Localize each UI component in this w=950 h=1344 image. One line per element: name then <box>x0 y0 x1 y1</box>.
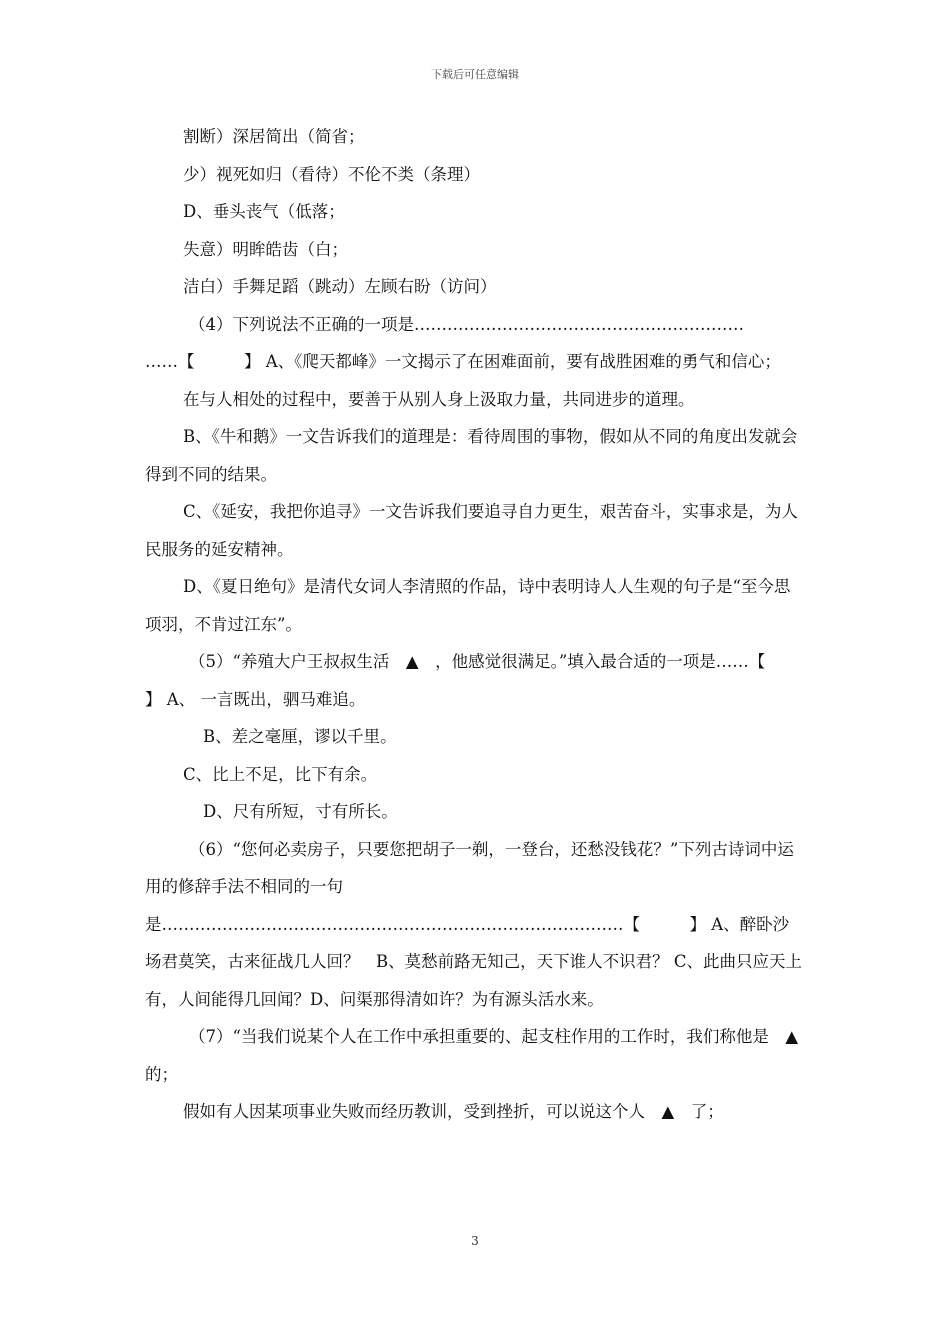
question-6-stem: （6）“您何必卖房子，只要您把胡子一剃，一登台，还愁没钱花？”下列古诗词中运用的修辞手法不相同的一句是…………………………………………………………………………【 】 A、醉卧沙场君莫笑，古来征战几人回？ B、莫愁前路无知己，天下谁人不识君？ C、此曲只应天上有，人间能得几回闻？D、问渠那得清如许？为有源头活水来。 <box>145 839 802 1009</box>
document-body <box>145 118 815 1131</box>
text-line: 少）视死如归（看待）不伦不类（条理） <box>183 164 480 184</box>
question-4-option-c: C、《延安，我把你追寻》一文告诉我们要追寻自力更生，艰苦奋斗，实事求是，为人民服务的延安精神。 <box>145 502 798 559</box>
text-line: 失意）明眸皓齿（白； <box>183 239 348 259</box>
text-line: 在与人相处的过程中，要善于从别人身上汲取力量，共同进步的道理。 <box>183 389 695 409</box>
page-number: 3 <box>471 1234 479 1248</box>
question-4-option-d: D、《夏日绝句》是清代女词人李清照的作品，诗中表明诗人人生观的句子是“至今思项羽，不肯过江东”。 <box>145 577 791 634</box>
text-line: D、垂头丧气（低落； <box>183 202 345 221</box>
question-5-stem: （5）“养殖大户王叔叔生活 ▲ ，他感觉很满足。”填入最合适的一项是……【 】 A、 一言既出，驷马难追。 <box>145 652 815 709</box>
page-header: 下载后可任意编辑 <box>431 68 519 81</box>
question-5-option-d: D、尺有所短，寸有所长。 <box>203 802 398 821</box>
text-line: 割断）深居简出（简省； <box>183 127 365 146</box>
question-4-option-a: ……【 】 A、《爬天都峰》一文揭示了在困难面前，要有战胜困难的勇气和信心； <box>145 352 781 371</box>
question-4-stem: （4）下列说法不正确的一项是…………………………………………………… <box>189 314 744 334</box>
question-7-stem: （7）“当我们说某个人在工作中承担重要的、起支柱作用的工作时，我们称他是 ▲ 的； <box>145 1027 815 1084</box>
question-7-continued: 假如有人因某项事业失败而经历教训，受到挫折，可以说这个人 ▲ 了； <box>183 1102 724 1121</box>
question-5-option-c: C、比上不足，比下有余。 <box>183 764 378 784</box>
text-line: 洁白）手舞足蹈（跳动）左顾右盼（访问） <box>183 277 497 296</box>
question-4-option-b: B、《牛和鹅》一文告诉我们的道理是：看待周围的事物，假如从不同的角度出发就会得到不同的结果。 <box>145 427 798 484</box>
question-5-option-b: B、差之毫厘，谬以千里。 <box>203 727 397 746</box>
